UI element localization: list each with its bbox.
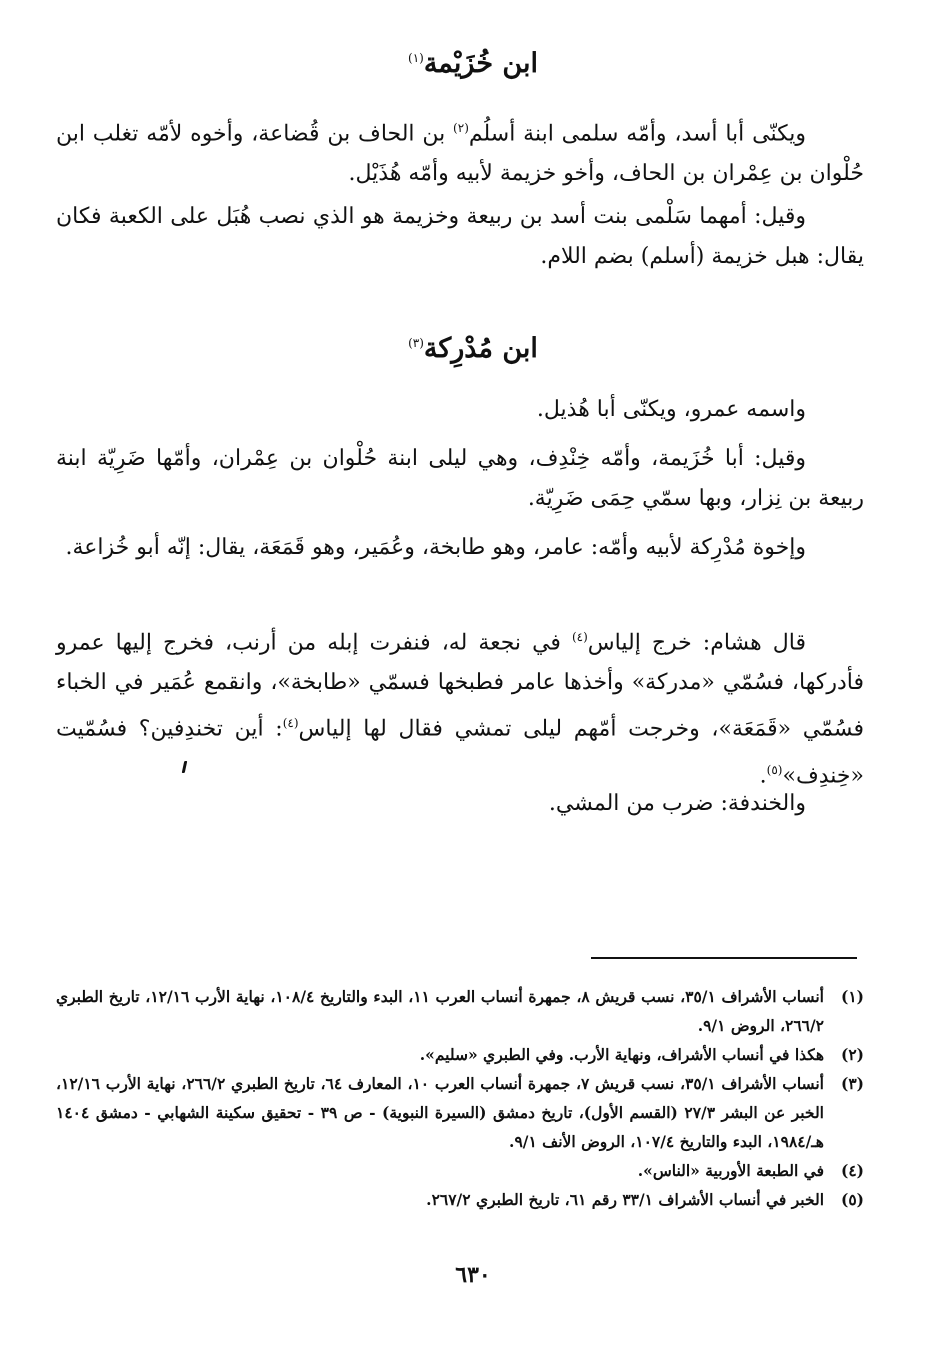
footnotes bbox=[56, 982, 864, 1214]
footnote-number: (٣) bbox=[840, 1074, 864, 1093]
footnote-number: (٤) bbox=[840, 1161, 864, 1180]
paragraph-text: ويكنّى أبا أسد، وأمّه سلمى ابنة أسلُم bbox=[468, 121, 806, 147]
section-heading-ibn-mudrika bbox=[0, 333, 946, 364]
footnote bbox=[56, 1069, 864, 1156]
heading-text: ابن مُدْرِكة bbox=[423, 333, 538, 364]
footnote bbox=[56, 1156, 864, 1185]
paragraph bbox=[56, 108, 864, 194]
footnote-number: (١) bbox=[840, 987, 864, 1006]
paragraph: وإخوة مُدْرِكة لأبيه وأمّه: عامر، وهو طابخة، وعُمَير، وهو قَمَعَة، يقال: إنّه أبو خُزاعة. bbox=[65, 535, 806, 560]
footnote-text: الخبر في أنساب الأشراف ٣٣/١ رقم ٦١، تاريخ الطبري ٢٦٧/٢. bbox=[426, 1190, 824, 1209]
paragraph: وقيل: أبا خُزَيمة، وأمّه خِنْدِف، وهي ليلى ابنة حُلْوان بن عِمْران، وأمّها ضَرِيّة ابنة ربيعة بن نِزار، وبها سمّي حِمَى ضَرِيّة. bbox=[56, 446, 864, 511]
footnote-ref: (٢) bbox=[453, 121, 469, 135]
paragraph: وقيل: أمهما سَلْمى بنت أسد بن ربيعة وخزيمة هو الذي نصب هُبَل على الكعبة فكان يقال: هبل خزيمة (أسلم) بضم اللام. bbox=[56, 204, 864, 269]
footnote-divider bbox=[591, 957, 857, 959]
footnote bbox=[56, 982, 864, 1040]
footnote bbox=[56, 1040, 864, 1069]
paragraph-text: في نجعة له، فنفرت إبله من أرنب، فخرج إليها عمرو فأدركها، فسُمّي «مدركة» وأخذها عامر فطبخها فسمّي «طابخة»، وانقمع عُمَير في الخباء فسُمّي «قَمَعَة»، وخرجت أمّهم ليلى تمشي فقال لها إلياس bbox=[56, 630, 864, 742]
footnote bbox=[56, 1185, 864, 1214]
footnote-number: (٢) bbox=[840, 1045, 864, 1064]
paragraph-text: قال هشام: خرج إلياس bbox=[587, 630, 806, 656]
section-heading-ibn-khuzayma bbox=[0, 48, 946, 79]
footnote-ref: (٤) bbox=[282, 716, 299, 731]
paragraph-text: بن الحاف بن قُضاعة، وأخوه لأمّه تغلب ابن حُلْوان بن عِمْران بن الحاف، وأخو خزيمة لأبيه وأمّه هُذَيْل. bbox=[56, 121, 864, 187]
footnote-ref: (٤) bbox=[571, 630, 588, 644]
footnote-ref: (٥) bbox=[766, 762, 783, 777]
footnote-text: هكذا في أنساب الأشراف، ونهاية الأرب. وفي الطبري «سليم». bbox=[419, 1045, 824, 1064]
footnote-ref: (٣) bbox=[408, 336, 424, 350]
paragraph bbox=[56, 617, 864, 796]
paragraph-text: : أين تخندِفين؟ فسُمّيت «خِندِف» bbox=[56, 716, 864, 788]
heading-text: ابن خُزَيْمة bbox=[423, 48, 538, 79]
paragraph-text: . bbox=[759, 762, 767, 788]
footnote-text: أنساب الأشراف ٣٥/١، نسب قريش ٨، جمهرة أنساب العرب ١١، البدء والتاريخ ١٠٨/٤، نهاية الأرب ١٢/١٦، تاريخ الطبري ٢٦٦/٢، الروض ٩/١. bbox=[56, 987, 824, 1035]
paragraph: واسمه عمرو، ويكنّى أبا هُذيل. bbox=[536, 397, 806, 422]
footnote-text: أنساب الأشراف ٣٥/١، نسب قريش ٧، جمهرة أنساب العرب ١٠، المعارف ٦٤، تاريخ الطبري ٢٦٦/٢، نهاية الأرب ١٢/١٦، الخبر عن البشر ٢٧/٣ (القسم الأول)، تاريخ دمشق (السيرة النبوية) - ص ٣٩ - تحقيق سكينة الشهابي - دمشق ١٤٠٤ هـ/١٩٨٤، البدء والتاريخ ١٠٧/٤، الروض الأنف ٩/١. bbox=[56, 1074, 824, 1151]
page-number: ٦٣٠ bbox=[455, 1262, 491, 1288]
footnote-text: في الطبعة الأوربية «الناس». bbox=[637, 1161, 824, 1180]
paragraph: والخندفة: ضرب من المشي. bbox=[548, 791, 806, 816]
footnote-number: (٥) bbox=[840, 1190, 864, 1209]
footnote-ref: (١) bbox=[408, 51, 424, 65]
